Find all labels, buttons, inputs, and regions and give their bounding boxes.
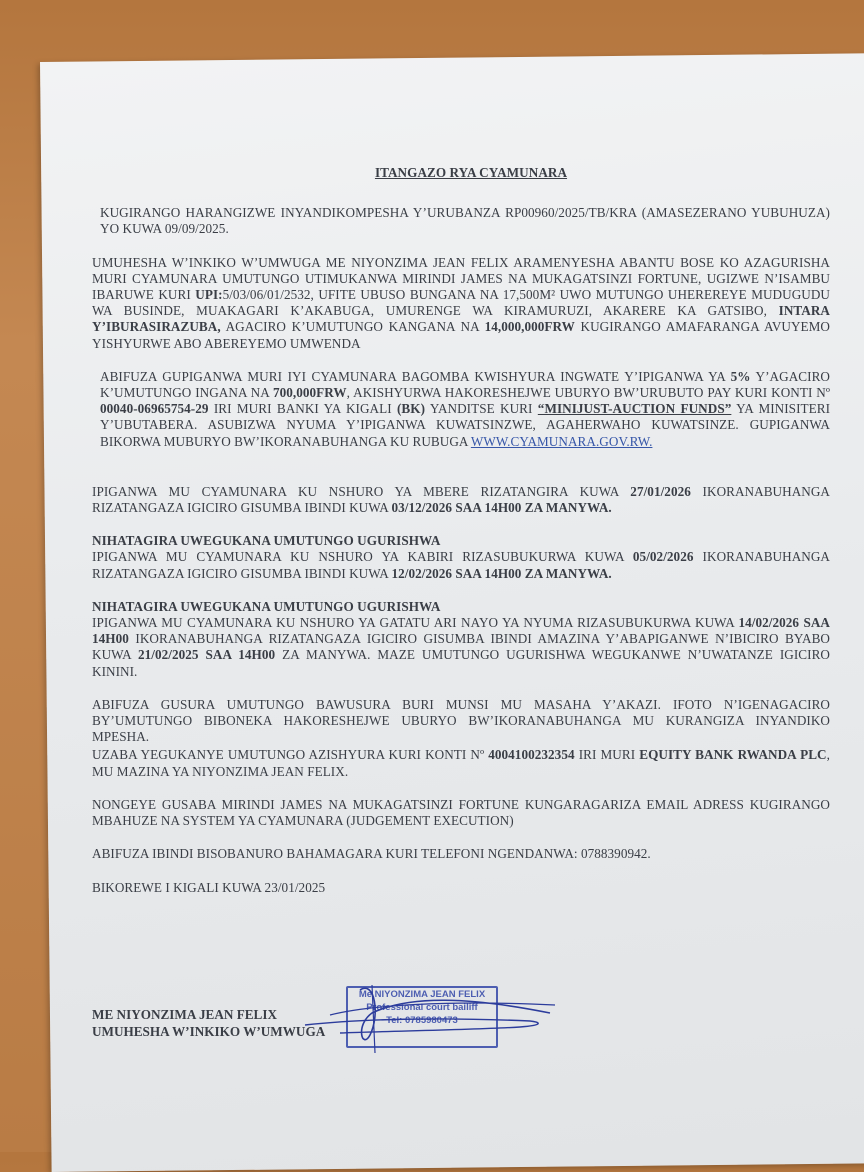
paragraph-place-date: BIKOREWE I KIGALI KUWA 23/01/2025 xyxy=(92,879,326,895)
notice-title: ITANGAZO RYA CYAMUNARA xyxy=(374,165,568,180)
signatory-title: UMUHESHA W’INKIKO W’UMWUGA xyxy=(92,1023,326,1039)
stamp-name: Me NIYONZIMA JEAN FELIX xyxy=(358,989,486,1000)
signatory-name: ME NIYONZIMA JEAN FELIX xyxy=(92,1007,278,1022)
heading-no-buyer-2: NIHATAGIRA UWEGUKANA UMUTUNGO UGURISHWA xyxy=(92,598,441,614)
auction-notice xyxy=(92,165,830,913)
paragraph-third-round: IPIGANWA MU CYAMUNARA KU NSHURO YA GATATU ARI NAYO YA NYUMA RIZASUBUKURWA KUWA 14/02/2026 SAA 14H00 IKORANABUHANGA RIZATANGAZA IGICIRO GISUMBA IBINDI AMAZINA Y’ABAPIGANWE N’IBICIRO BYABO KUWA 21/02/2025 SAA 14H00 ZA MANYWA. MAZE UMUTUNGO UGURISHWA WEGUKANWE N’UWATANZE IGICIRO KININI. xyxy=(92,615,831,679)
stamp-role: Professional court bailiff xyxy=(366,1002,478,1013)
heading-no-buyer-1: NIHATAGIRA UWEGUKANA UMUTUNGO UGURISHWA xyxy=(92,533,441,549)
cyamunara-website-link[interactable]: WWW.CYAMUNARA.GOV.RW. xyxy=(470,433,653,449)
paragraph-deposit: ABIFUZA GUPIGANWA MURI IYI CYAMUNARA BAGOMBA KWISHYURA INGWATE Y’IPIGANWA YA 5% Y’AGACIRO K’UMUTUNGO INGANA NA 700,000FRW, AKISHYURWA HAKORESHEJWE UBURYO BW’URUBUTO PAY KURI KONTI Nº 00040-06965754-29 IRI MURI BANKI YA KIGALI (BK) YANDITSE KURI “MINIJUST-AUCTION FUNDS” YA MINISITERI Y’UBUTABERA. ASUBIZWA NYUMA Y’IPIGANWA KUWATSINZWE, AGAHERWAHO KUWATSINZE. GUPIGANWA BIKORWA MUBURYO BW’IKORANABUHANGA KU RUBUGA WWW.CYAMUNARA.GOV.RW. xyxy=(100,368,831,449)
paragraph-second-round: IPIGANWA MU CYAMUNARA KU NSHURO YA KABIRI RIZASUBUKURWA KUWA 05/02/2026 IKORANABUHANGA RIZATANGAZA IGICIRO GISUMBA IBINDI KUWA 12/02/2026 SAA 14H00 ZA MANYWA. xyxy=(92,549,830,581)
paragraph-first-round: IPIGANWA MU CYAMUNARA KU NSHURO YA MBERE RIZATANGIRA KUWA 27/01/2026 IKORANABUHANGA RIZATANGAZA IGICIRO GISUMBA IBINDI KUWA 03/12/2026 SAA 14H00 ZA MANYWA. xyxy=(92,483,830,516)
paragraph-contact: ABIFUZA IBINDI BISOBANURO BAHAMAGARA KURI TELEFONI NGENDANWA: 0788390942. xyxy=(92,846,651,862)
paragraph-visit: ABIFUZA GUSURA UMUTUNGO BAWUSURA BURI MUNSI MU MASAHA Y’AKAZI. IFOTO N’IGENAGACIRO BY’UMUTUNGO BIBONEKA HAKORESHEJWE UBURYO BW’IKORANABUHANGA MU KURANGIZA INYANDIKO MPESHA. xyxy=(92,696,830,745)
paragraph-email-request: NONGEYE GUSABA MIRINDI JAMES NA MUKAGATSINZI FORTUNE KUNGARAGARIZA EMAIL ADRESS KUGIRANGO MBAHUZE NA SYSTEM YA CYAMUNARA (JUDGEMENT EXECUTION) xyxy=(92,796,830,829)
paragraph-judgement: KUGIRANGO HARANGIZWE INYANDIKOMPESHA Y’URUBANZA RP00960/2025/TB/KRA (AMASEZERANO YUBUHUZA) YO KUWA 09/09/2025. xyxy=(100,205,830,237)
paragraph-property: UMUHESHA W’INKIKO W’UMWUGA ME NIYONZIMA JEAN FELIX ARAMENYESHA ABANTU BOSE KO AZAGURISHA MURI CYAMUNARA UMUTUNGO UTIMUKANWA MIRINDI JAMES NA MUKAGATSINZI FORTUNE, UGIZWE N’ISAMBU IBARUWE KURI UPI:5/03/06/01/2532, UFITE UBUSO BUNGANA NA 17,500M² UWO MUTUNGO UHEREREYE MUDUGUDU WA BUSINDE, MUAKAGARI K’AKABUGA, UMURENGE WA KIRAMURUZI, AKARERE KA GATSIBO, INTARA Y’IBURASIRAZUBA, AGACIRO K’UMUTUNGO KANGANA NA 14,000,000FRW KUGIRANGO AMAFARANGA AVUYEMO YISHYURWE ABO ABEREYEMO UMWENDA xyxy=(92,254,830,351)
signature-block xyxy=(92,1007,325,1040)
signature-scribble-icon xyxy=(300,975,560,1055)
stamp-phone: Tel: 0785980473 xyxy=(386,1015,458,1026)
paragraph-payment: UZABA YEGUKANYE UMUTUNGO AZISHYURA KURI KONTI Nº 4004100232354 IRI MURI EQUITY BANK RWANDA PLC, MU MAZINA YA NIYONZIMA JEAN FELIX. xyxy=(92,747,830,779)
